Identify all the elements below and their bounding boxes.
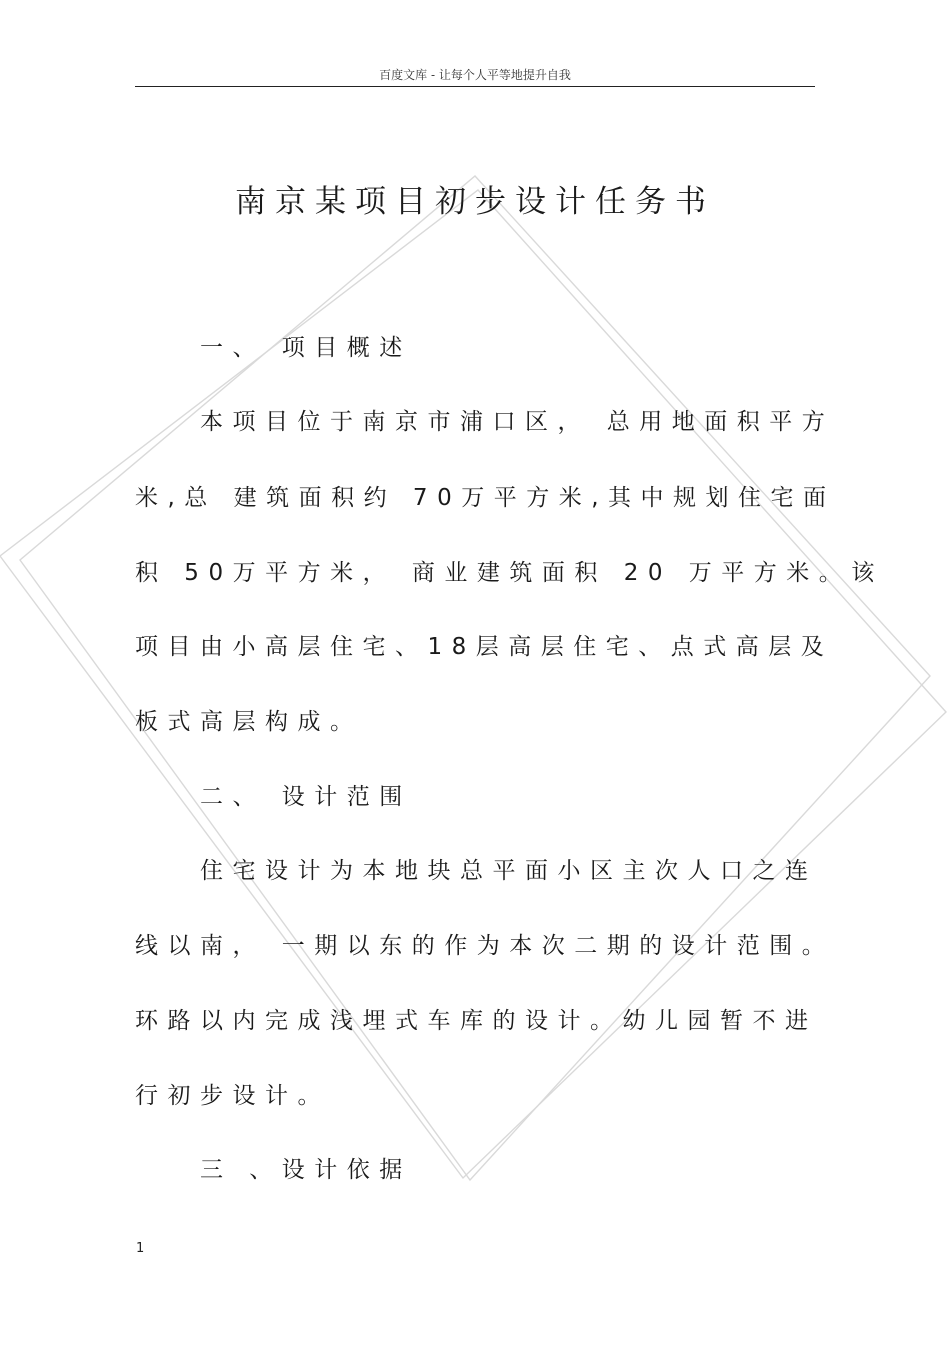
paragraph-line: 积 50万平方米， 商业建筑面积 20 万平方米。该 <box>135 560 884 586</box>
paragraph-line: 环路以内完成浅埋式车库的设计。幼儿园暂不进 <box>135 1008 818 1034</box>
header-divider <box>135 86 815 87</box>
paragraph-line: 行初步设计。 <box>135 1083 330 1109</box>
paragraph-line: 米,总 建筑面积约 70万平方米,其中规划住宅面 <box>135 485 836 511</box>
page-number: 1 <box>136 1241 145 1256</box>
paragraph-line: 线以南， 一期以东的作为本次二期的设计范围。 <box>135 933 835 959</box>
document-title: 南京某项目初步设计任务书 <box>235 184 715 220</box>
section-heading-basis: 三 、设计依据 <box>200 1157 412 1183</box>
paragraph-line: 板式高层构成。 <box>135 709 363 735</box>
paragraph-line: 住宅设计为本地块总平面小区主次人口之连 <box>200 858 818 884</box>
section-heading-scope: 二、 设计范围 <box>200 784 412 810</box>
section-heading-overview: 一、 项目概述 <box>200 335 412 361</box>
paragraph-line: 项目由小高层住宅、18层高层住宅、点式高层及 <box>135 634 834 660</box>
paragraph-line: 本项目位于南京市浦口区， 总用地面积平方 <box>200 409 835 435</box>
page-header: 百度文库 - 让每个人平等地提升自我 <box>379 68 571 82</box>
